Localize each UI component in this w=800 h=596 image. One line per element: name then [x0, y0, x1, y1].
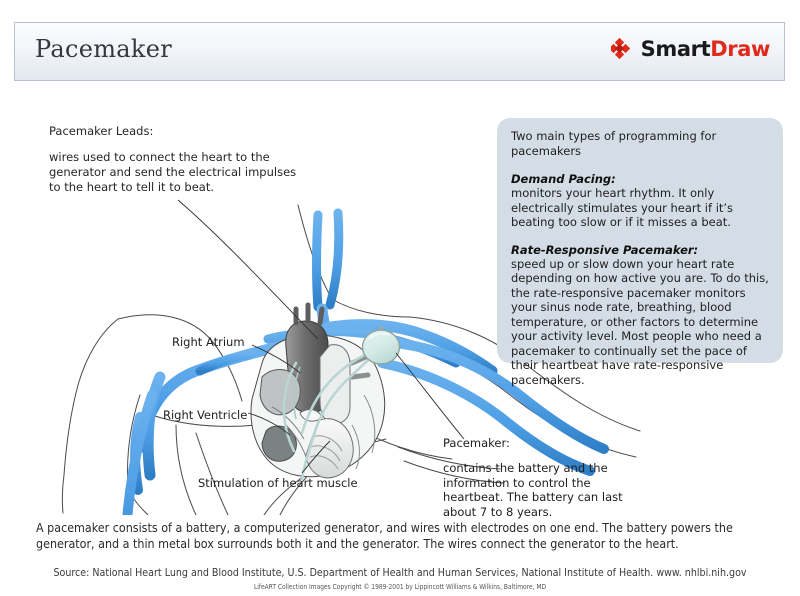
pacemaker-leads-callout: [49, 124, 299, 195]
smartdraw-diamond-icon: [611, 38, 634, 61]
header-bar: [14, 22, 785, 81]
logo-text-draw: Draw: [710, 37, 770, 61]
label-right-atrium: Right Atrium: [172, 335, 245, 349]
infobox-lead: Two main types of programming for pacemakers: [511, 129, 717, 158]
rate-responsive-heading: Rate-Responsive Pacemaker:: [511, 242, 699, 257]
pacemaker-callout-body: contains the battery and the information to control the heartbeat. The battery can last about 7 to 8 years.: [443, 461, 623, 519]
pacemaker-callout: [443, 436, 623, 519]
superior-vena-cava: [317, 213, 339, 307]
pacemaker-callout-title: Pacemaker:: [443, 436, 510, 450]
copyright-line: LifeART Collection Images Copyright © 1989-2001 by Lippincott Williams & Wilkins, Baltimore, MD: [253, 583, 547, 591]
label-right-ventricle: Right Ventricle: [163, 408, 248, 422]
source-line: Source: National Heart Lung and Blood Institute, U.S. Department of Health and Human Services, National Institute of Health. www. nhlbi.nih.gov: [53, 567, 747, 579]
logo-text-smart: Smart: [640, 37, 711, 61]
programming-types-infobox: [497, 118, 783, 387]
demand-pacing-heading: Demand Pacing:: [511, 172, 616, 186]
figure-caption: A pacemaker consists of a battery, a computerized generator, and wires with electrodes on one end. The battery powers the generator, and a thin metal box surrounds both it and the generator. The wires connect the generator to the heart.: [36, 520, 733, 551]
label-stimulation-of-heart-muscle: Stimulation of heart muscle: [198, 476, 358, 490]
smartdraw-logo: [611, 37, 770, 61]
page-title: Pacemaker: [35, 35, 173, 63]
rate-responsive-body: speed up or slow down your heart rate depending on how active you are. To do this, the rate-responsive pacemaker monitors your sinus node rate, breathing, blood temperature, or other factors to determine your activity level. Most people who need a pacemaker to continually set the pace of their heartbeat have rate-responsive pacemakers.: [511, 256, 769, 387]
pacemaker-leads-title: Pacemaker Leads:: [49, 124, 154, 138]
demand-pacing-body: monitors your heart rhythm. It only electrically stimulates your heart if it’s beating too slow or if it misses a beat.: [511, 186, 734, 229]
logo-text: [641, 37, 770, 61]
pacemaker-leads-body: wires used to connect the heart to the generator and send the electrical impulses to the heart to tell it to beat.: [49, 150, 297, 194]
